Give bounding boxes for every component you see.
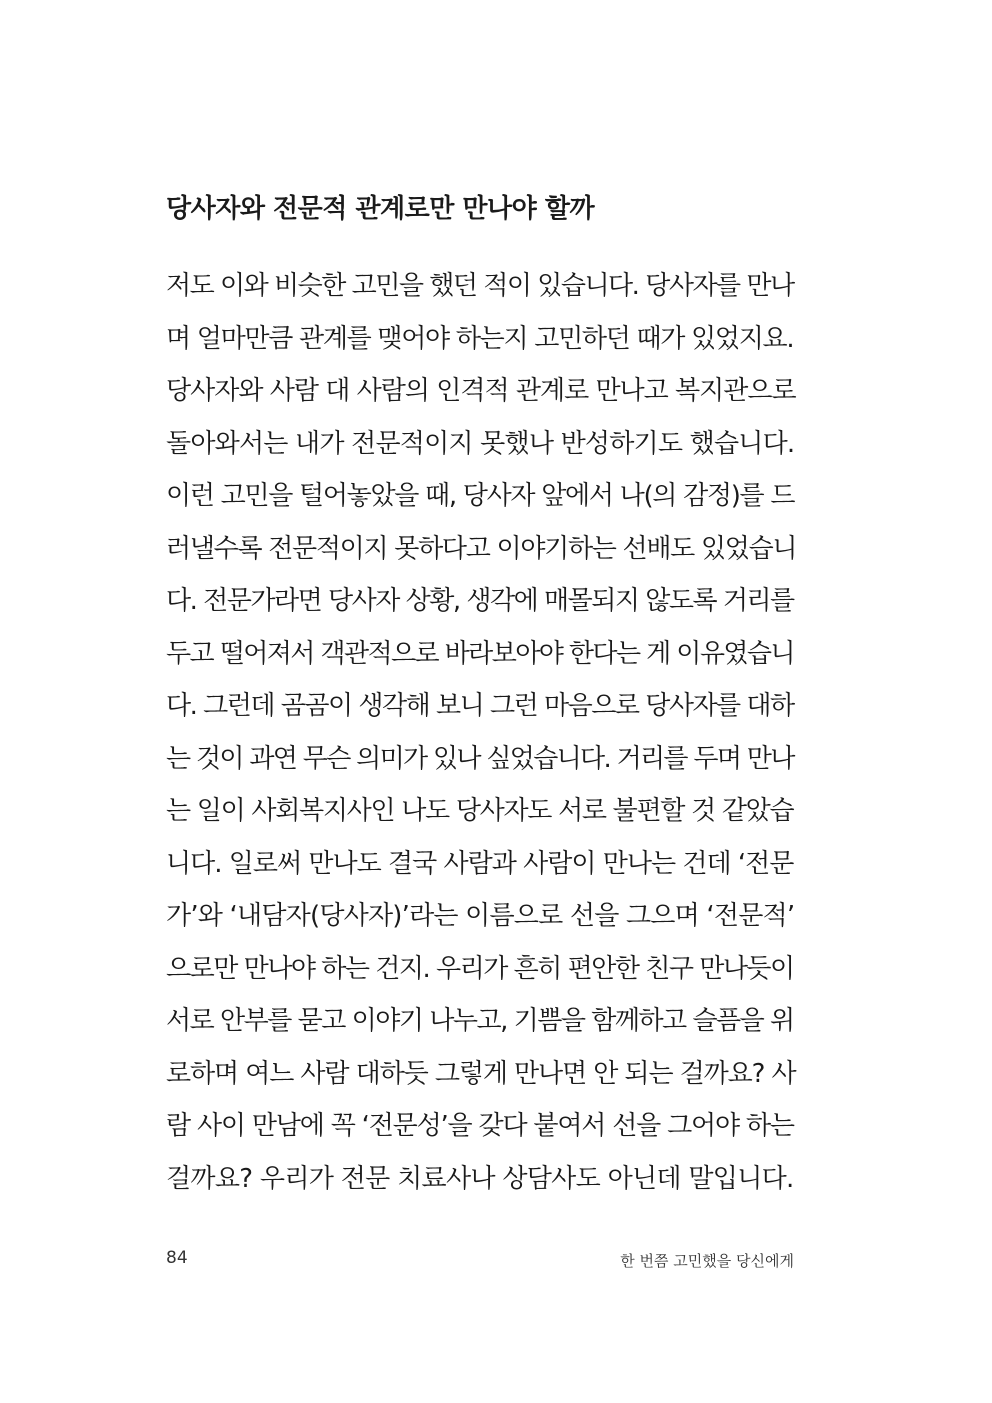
text-line: 으로만 만나야 하는 건지. 우리가 흔히 편안한 친구 만나듯이: [166, 953, 794, 984]
text-line: 서로 안부를 묻고 이야기 나누고, 기쁨을 함께하고 슬픔을 위: [166, 1006, 794, 1036]
text-line: 두고 떨어져서 객관적으로 바라보아야 한다는 게 이유였습니: [166, 638, 794, 669]
running-footer-title: 한 번쯤 고민했을 당신에게: [620, 1252, 794, 1270]
text-line: 람 사이 만남에 꼭 ‘전문성’을 갖다 붙여서 선을 그어야 하는: [166, 1111, 794, 1141]
text-line: 다. 그런데 곰곰이 생각해 보니 그런 마음으로 당사자를 대하: [166, 691, 794, 721]
text-line: 니다. 일로써 만나도 결국 사람과 사람이 만나는 건데 ‘전문: [166, 848, 794, 879]
page-number: 84: [166, 1248, 188, 1268]
text-line: 걸까요? 우리가 전문 치료사나 상담사도 아닌데 말입니다.: [166, 1163, 794, 1194]
text-line: 러낼수록 전문적이지 못하다고 이야기하는 선배도 있었습니: [166, 533, 797, 564]
section-heading: 당사자와 전문적 관계로만 만나야 할까: [166, 194, 595, 224]
text-line: 며 얼마만큼 관계를 맺어야 하는지 고민하던 때가 있었지요.: [166, 323, 794, 354]
text-line: 다. 전문가라면 당사자 상황, 생각에 매몰되지 않도록 거리를: [166, 586, 794, 616]
body-text: [166, 260, 796, 1205]
paragraph-2: [166, 470, 796, 1205]
text-line: 로하며 여느 사람 대하듯 그렇게 만나면 안 되는 걸까요? 사: [166, 1058, 796, 1089]
text-line: 이런 고민을 털어놓았을 때, 당사자 앞에서 나(의 감정)를 드: [166, 481, 795, 511]
text-line: 당사자와 사람 대 사람의 인격적 관계로 만나고 복지관으로: [166, 376, 796, 406]
text-line: 가’와 ‘내담자(당사자)’라는 이름으로 선을 그으며 ‘전문적’: [166, 901, 795, 931]
text-line: 돌아와서는 내가 전문적이지 못했나 반성하기도 했습니다.: [166, 428, 795, 459]
paragraph-1: [166, 260, 796, 470]
text-line: 는 일이 사회복지사인 나도 당사자도 서로 불편할 것 같았습: [166, 796, 794, 826]
text-line: 저도 이와 비슷한 고민을 했던 적이 있습니다. 당사자를 만나: [166, 271, 794, 301]
text-line: 는 것이 과연 무슨 의미가 있나 싶었습니다. 거리를 두며 만나: [166, 743, 794, 774]
